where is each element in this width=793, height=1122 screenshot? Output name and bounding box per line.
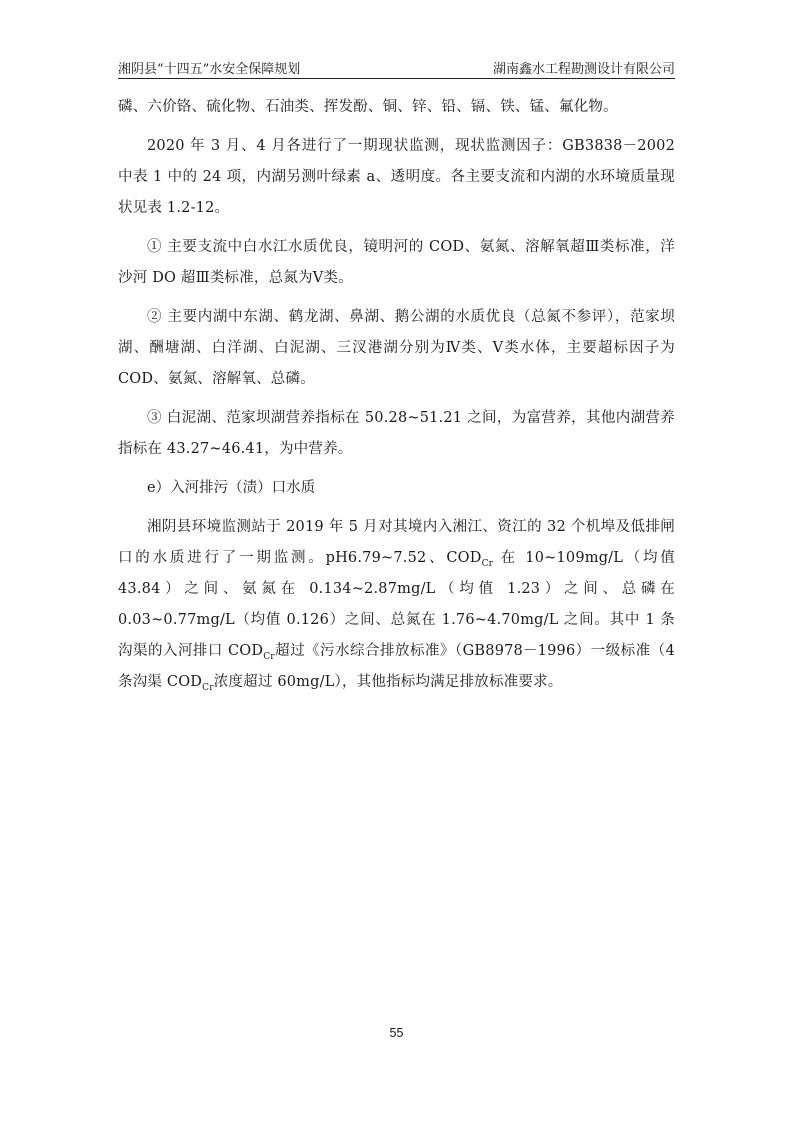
outfall-text-part-2: 在 10~109mg/L（均值 43.84）之间、氨氮在 0.134~2.87mg/L（均值 1.23）之间、总磷在 0.03~0.77mg/L（均值 0.126）之间、总氮在 1.76~4.70mg/L 之间。其中 1 条沟渠的入河排口 COD (118, 550, 675, 659)
page-body (118, 92, 675, 706)
outfall-text-part-3: 超过《污水综合排放标准》（GB8978－1996）一级标准（4 条沟渠 COD (118, 643, 675, 690)
paragraph-pollutant-list: 磷、六价铬、硫化物、石油类、挥发酚、铜、锌、铅、镉、铁、锰、氟化物。 (118, 99, 618, 115)
cod-subscript: Cr (481, 558, 494, 569)
paragraph-monitoring-2020: 2020 年 3 月、4 月各进行了一期现状监测，现状监测因子：GB3838－2002 中表 1 中的 24 项，内湖另测叶绿素 a、透明度。各主要支流和内湖的水环境质量现状见表 1.2-12。 (118, 138, 675, 216)
cod-subscript: Cr (263, 651, 275, 662)
page-number: 55 (389, 1026, 404, 1040)
header-document-title: 湘阴县“十四五”水安全保障规划 (118, 62, 301, 77)
section-heading-outfall-water-quality: e）入河排污（渍）口水质 (147, 480, 316, 496)
outfall-text-part-4: 浓度超过 60mg/L），其他指标均满足排放标准要求。 (213, 674, 563, 690)
outfall-text-part-1: 湘阴县环境监测站于 2019 年 5 月对其境内入湘江、资江的 32 个机埠及低排闸口的水质进行了一期监测。pH6.79~7.52、COD (118, 519, 675, 566)
paragraph-outfall-monitoring (118, 512, 675, 698)
paragraph-tributaries: ① 主要支流中白水江水质优良，镜明河的 COD、氨氮、溶解氧超Ⅲ类标准，洋沙河 DO 超Ⅲ类标准，总氮为Ⅴ类。 (118, 239, 675, 286)
paragraph-nutrient-index: ③ 白泥湖、范家坝湖营养指标在 50.28~51.21 之间，为富营养，其他内湖营养指标在 43.27~46.41，为中营养。 (118, 410, 675, 457)
cod-subscript: Cr (202, 682, 214, 693)
header-company-name: 湖南鑫水工程勘测设计有限公司 (492, 62, 675, 77)
paragraph-inner-lakes: ② 主要内湖中东湖、鹤龙湖、鼻湖、鹅公湖的水质优良（总氮不参评），范家坝湖、酬塘湖、白洋湖、白泥湖、三汊港湖分别为Ⅳ类、Ⅴ类水体，主要超标因子为 COD、氨氮、溶解氧、总磷。 (118, 309, 675, 387)
page-header (118, 56, 675, 79)
